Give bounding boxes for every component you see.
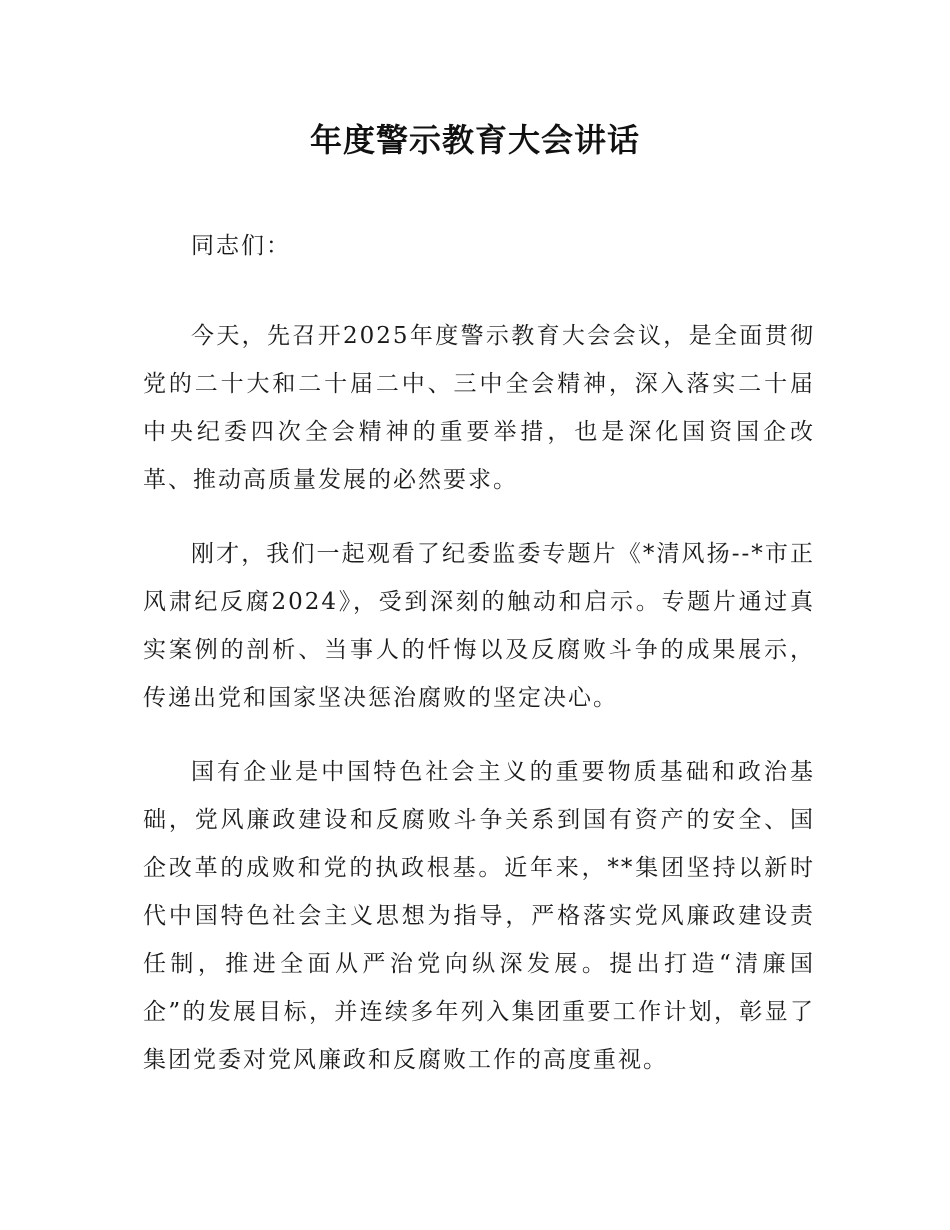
salutation: 同志们： [191,233,291,259]
paragraph-3-block [143,748,815,1084]
paragraph-2: 刚才，我们一起观看了纪委监委专题片《*清风扬--*市正风肃纪反腐2024》，受到深刻的触动和启示。专题片通过真实案例的剖析、当事人的忏悔以及反腐败斗争的成果展示，传递出党和国家坚决惩治腐败的坚定决心。 [143,541,815,711]
paragraph-2-block [143,530,815,722]
document-title: 年度警示教育大会讲话 [309,121,640,159]
paragraph-1: 今天，先召开2025年度警示教育大会会议，是全面贯彻党的二十大和二十届二中、三中全会精神，深入落实二十届中央纪委四次全会精神的重要举措，也是深化国资国企改革、推动高质量发展的必然要求。 [143,323,815,493]
paragraph-3: 国有企业是中国特色社会主义的重要物质基础和政治基础，党风廉政建设和反腐败斗争关系到国有资产的安全、国企改革的成败和党的执政根基。近年来，**集团坚持以新时代中国特色社会主义思想为指导，严格落实党风廉政建设责任制，推进全面从严治党向纵深发展。提出打造“清廉国企”的发展目标，并连续多年列入集团重要工作计划，彰显了集团党委对党风廉政和反腐败工作的高度重视。 [143,759,815,1073]
paragraph-1-block [143,312,815,504]
